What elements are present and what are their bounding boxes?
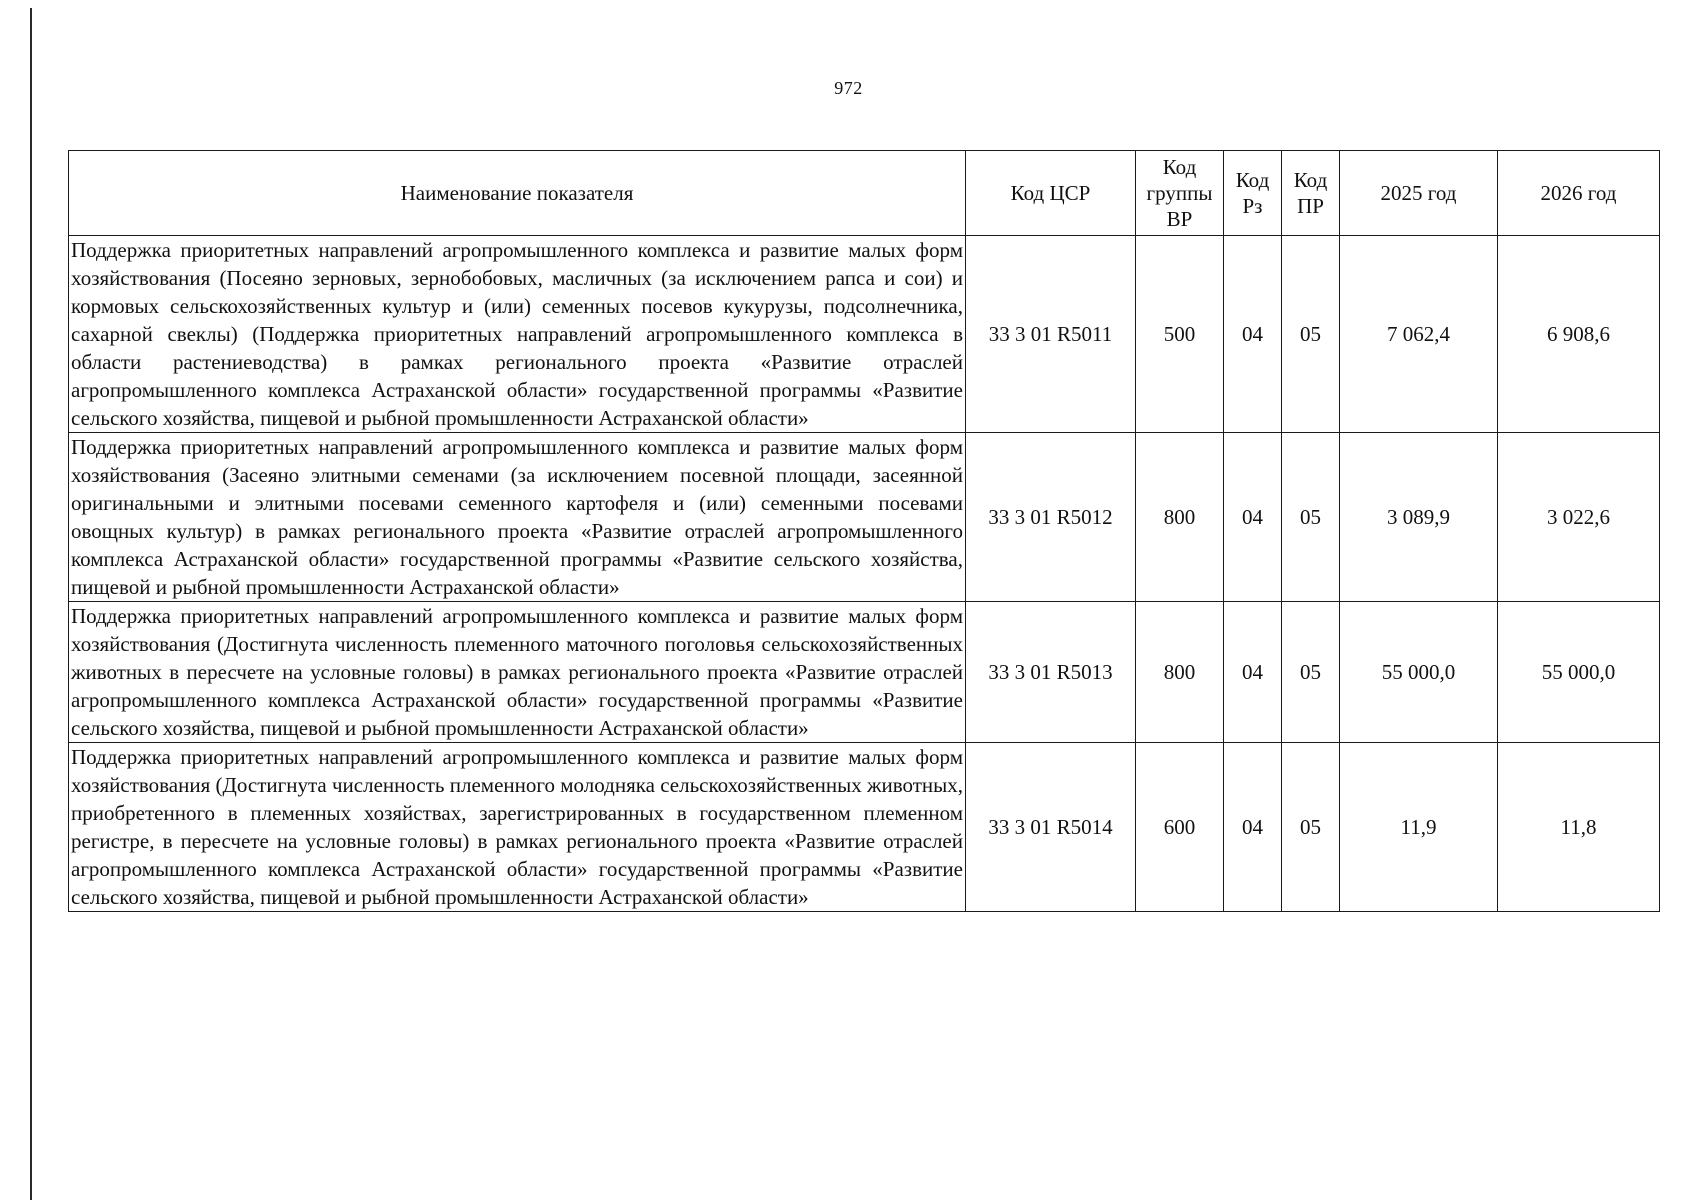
header-csr-code: Код ЦСР xyxy=(966,151,1136,236)
header-vr-code xyxy=(1136,151,1224,236)
header-pr-line1: Код xyxy=(1293,168,1328,192)
table-body xyxy=(69,236,1660,912)
row-amount-2025: 3 089,9 xyxy=(1340,433,1498,602)
row-amount-2025: 55 000,0 xyxy=(1340,602,1498,743)
table-header xyxy=(69,151,1660,236)
row-name: Поддержка приоритетных направлений агропромышленного комплекса и развитие малых форм хозяйствования (Достигнута численность племенного молодняка сельскохозяйственных животных, приобретенного в племенных хозяйствах, зарегистрированных в государственном племенном регистре, в пересчете на условные головы) в рамках регионального проекта «Развитие отраслей агропромышленного комплекса Астраханской области» государственной программы «Развитие сельского хозяйства, пищевой и рыбной промышленности Астраханской области» xyxy=(69,743,966,912)
header-year-2025: 2025 год xyxy=(1340,151,1498,236)
row-name: Поддержка приоритетных направлений агропромышленного комплекса и развитие малых форм хозяйствования (Посеяно зерновых, зернобобовых, масличных (за исключением рапса и сои) и кормовых сельскохозяйственных культур и (или) семенных посевов кукурузы, подсолнечника, сахарной свеклы) (Поддержка приоритетных направлений агропромышленного комплекса в области растениеводства) в рамках регионального проекта «Развитие отраслей агропромышленного комплекса Астраханской области» государственной программы «Развитие сельского хозяйства, пищевой и рыбной промышленности Астраханской области» xyxy=(69,236,966,433)
header-row xyxy=(69,151,1660,236)
page-binding-line xyxy=(30,8,32,1200)
header-vr-line1: Код xyxy=(1162,155,1197,179)
header-year-2026: 2026 год xyxy=(1498,151,1660,236)
row-name: Поддержка приоритетных направлений агропромышленного комплекса и развитие малых форм хозяйствования (Засеяно элитными семенами (за исключением посевной площади, засеянной оригинальными и элитными посевами семенного картофеля и (или) семенными посевами овощных культур) в рамках регионального проекта «Развитие отраслей агропромышленного комплекса Астраханской области» государственной программы «Развитие сельского хозяйства, пищевой и рыбной промышленности Астраханской области» xyxy=(69,433,966,602)
row-vr-code: 800 xyxy=(1136,602,1224,743)
row-amount-2026: 55 000,0 xyxy=(1498,602,1660,743)
header-vr-line2: группы xyxy=(1146,181,1213,205)
table-row xyxy=(69,236,1660,433)
row-amount-2025: 7 062,4 xyxy=(1340,236,1498,433)
row-rz-code: 04 xyxy=(1224,433,1282,602)
header-name: Наименование показателя xyxy=(69,151,966,236)
row-amount-2025: 11,9 xyxy=(1340,743,1498,912)
row-rz-code: 04 xyxy=(1224,743,1282,912)
row-rz-code: 04 xyxy=(1224,236,1282,433)
row-csr-code: 33 3 01 R5012 xyxy=(966,433,1136,602)
row-amount-2026: 6 908,6 xyxy=(1498,236,1660,433)
row-vr-code: 800 xyxy=(1136,433,1224,602)
row-amount-2026: 3 022,6 xyxy=(1498,433,1660,602)
budget-table xyxy=(68,150,1660,912)
row-pr-code: 05 xyxy=(1282,236,1340,433)
header-rz-code xyxy=(1224,151,1282,236)
row-name: Поддержка приоритетных направлений агропромышленного комплекса и развитие малых форм хозяйствования (Достигнута численность племенного маточного поголовья сельскохозяйственных животных в пересчете на условные головы) в рамках регионального проекта «Развитие отраслей агропромышленного комплекса Астраханской области» государственной программы «Развитие сельского хозяйства, пищевой и рыбной промышленности Астраханской области» xyxy=(69,602,966,743)
row-vr-code: 600 xyxy=(1136,743,1224,912)
row-csr-code: 33 3 01 R5011 xyxy=(966,236,1136,433)
table-row xyxy=(69,743,1660,912)
row-vr-code: 500 xyxy=(1136,236,1224,433)
table-row xyxy=(69,433,1660,602)
row-amount-2026: 11,8 xyxy=(1498,743,1660,912)
row-csr-code: 33 3 01 R5014 xyxy=(966,743,1136,912)
table-row xyxy=(69,602,1660,743)
row-pr-code: 05 xyxy=(1282,602,1340,743)
header-rz-line1: Код xyxy=(1235,168,1270,192)
header-pr-line2: ПР xyxy=(1297,194,1324,218)
header-pr-code xyxy=(1282,151,1340,236)
row-rz-code: 04 xyxy=(1224,602,1282,743)
row-pr-code: 05 xyxy=(1282,743,1340,912)
row-pr-code: 05 xyxy=(1282,433,1340,602)
header-rz-line2: Рз xyxy=(1242,194,1263,218)
header-vr-line3: ВР xyxy=(1166,207,1193,231)
page-number: 972 xyxy=(834,78,863,98)
row-csr-code: 33 3 01 R5013 xyxy=(966,602,1136,743)
